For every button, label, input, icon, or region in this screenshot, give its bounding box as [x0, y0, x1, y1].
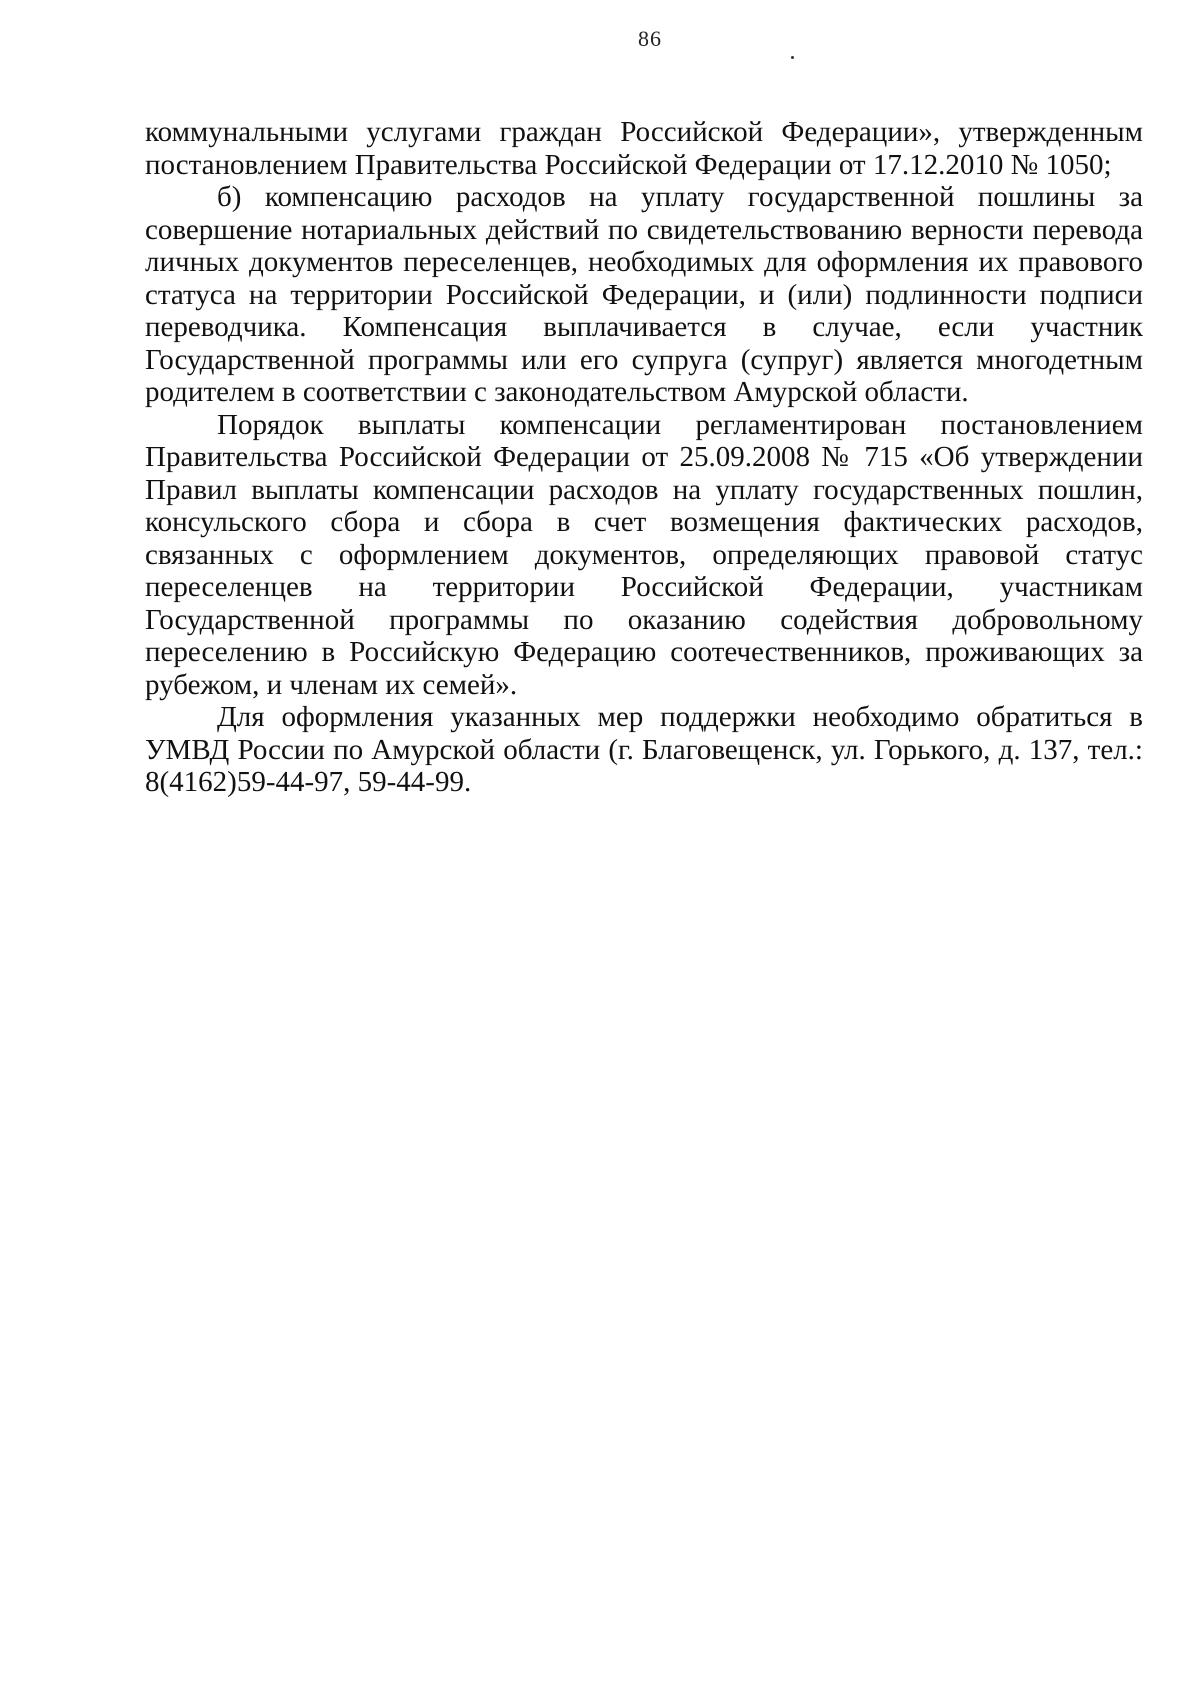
scan-speck: [791, 56, 794, 59]
paragraph-payment-procedure: Порядок выплаты компенсации регламентирован постановлением Правительства Российской Федерации от 25.09.2008 № 715 «Об утверждении Правил выплаты компенсации расходов на уплату государственных пошлин, консульского сбора и сбора в счет возмещения фактических расходов, связанных с оформлением документов, определяющих правовой статус переселенцев на территории Российской Федерации, участникам Государственной программы по оказанию содействия добровольному переселению в Российскую Федерацию соотечественников, проживающих за рубежом, и членам их семей».: [145, 408, 1143, 701]
paragraph-item-b: б) компенсацию расходов на уплату государственной пошлины за совершение нотариальных действий по свидетельствованию верности перевода личных документов переселенцев, необходимых для оформления их правового статуса на территории Российской Федерации, и (или) подлинности подписи переводчика. Компенсация выплачивается в случае, если участник Государственной программы или его супруга (супруг) является многодетным родителем в соответствии с законодательством Амурской области.: [145, 181, 1143, 408]
paragraph-contact-info: Для оформления указанных мер поддержки необходимо обратиться в УМВД России по Амурской области (г. Благовещенск, ул. Горького, д. 137, тел.: 8(4162)59-44-97, 59-44-99.: [145, 701, 1143, 798]
paragraph-continuation: коммунальными услугами граждан Российской Федерации», утвержденным постановлением Правительства Российской Федерации от 17.12.2010 № 1050;: [145, 116, 1143, 181]
document-body: [145, 116, 1143, 799]
page-number: 86: [638, 26, 662, 51]
